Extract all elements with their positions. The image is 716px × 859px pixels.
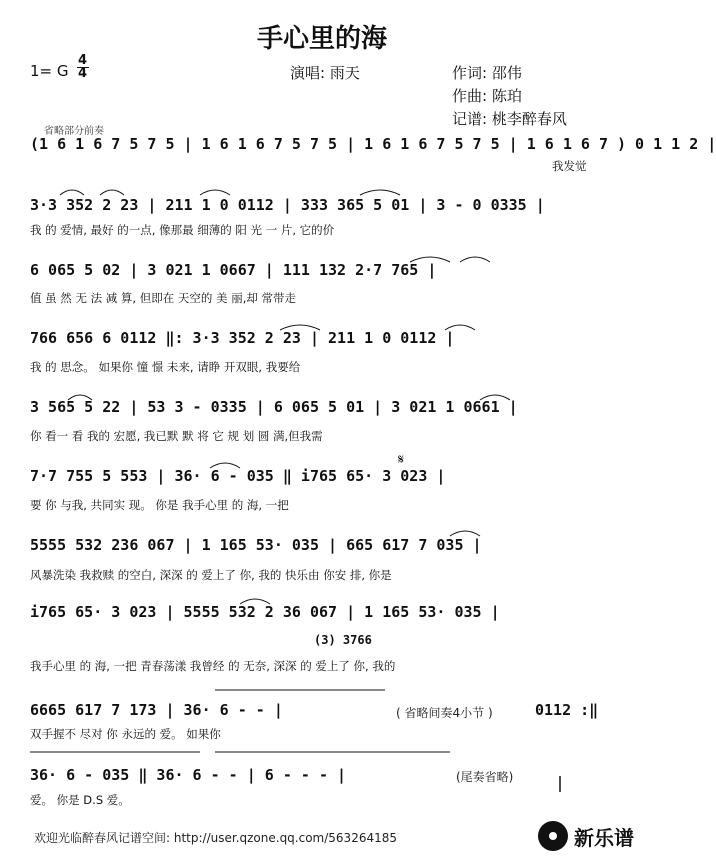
- score-row-3-lyrics: 值 虽 然 无 法 减 算, 但即在 天空的 美 丽,却 常带走: [30, 291, 297, 305]
- score-row-9-lyrics: 双手握不 尽对 你 永远的 爱。 如果你: [30, 727, 221, 741]
- score-row-7-notes: 5555 532 236 067 | 1 165 53· 035 | 665 617 7 035 |: [30, 536, 482, 554]
- score-row-2-notes: 3·3 352 2 23 | 211 1 0 0112 | 333 365 5 01 | 3 - 0 0335 |: [30, 196, 545, 214]
- footer-note: 欢迎光临醉春风记谱空间: http://user.qzone.qq.com/563264185: [34, 831, 398, 845]
- interlude-next-notes: 0112 :‖: [535, 701, 599, 719]
- score-row-9-notes: 6665 617 7 173 | 36· 6 - - |: [30, 701, 283, 719]
- score-row-1-lyrics: 我发觉: [552, 159, 587, 173]
- site-logo: [538, 821, 634, 851]
- score-row-2-lyrics: 我 的 爱情, 最好 的一点, 像那最 细薄的 阳 光 一 片, 它的价: [30, 223, 335, 237]
- score-row-5-lyrics: 你 看一 看 我的 宏愿, 我已默 默 将 它 规 划 圆 满,但我需: [30, 429, 323, 443]
- score-row-6-lyrics: 要 你 与我, 共同实 现。 你是 我手心里 的 海, 一把: [30, 498, 289, 512]
- logo-text: 新乐谱: [574, 825, 634, 850]
- score-row-8-lyrics: 我手心里 的 海, 一把 青春荡漾 我曾经 的 无奈, 深深 的 爱上了 你, 我的: [30, 659, 396, 673]
- outro-note: (尾奏省略): [456, 770, 514, 784]
- transcriber-credit: 记谱: 桃李醉春风: [452, 110, 567, 128]
- score-row-10-lyrics: 爱。 你是 D.S 爱。: [30, 793, 130, 807]
- singer-credit: 演唱: 雨天: [290, 64, 360, 82]
- lyricist-credit: 作词: 邵伟: [452, 64, 522, 82]
- score-row-4-lyrics: 我 的 思念。 如果你 憧 憬 未来, 请睁 开双眼, 我要给: [30, 360, 301, 374]
- score-row-8-notes: i765 65· 3 023 | 5555 532 2 36 067 | 1 165 53· 035 |: [30, 603, 500, 621]
- record-disc-icon: [538, 821, 568, 851]
- song-title: 手心里的海: [256, 24, 387, 54]
- score-row-10-notes: 36· 6 - 035 ‖ 36· 6 - - | 6 - - - |: [30, 766, 347, 784]
- segno-sign: 𝄋: [398, 452, 405, 468]
- time-signature-top: 4: [78, 53, 88, 68]
- score-row-6-notes: 7·7 755 5 553 | 36· 6 - 035 ‖ i765 65· 3 023 |: [30, 467, 446, 485]
- score-row-1-notes: (1 6 1 6 7 5 7 5 | 1 6 1 6 7 5 7 5 | 1 6 1 6 7 5 7 5 | 1 6 1 6 7 ) 0 1 1 2 |: [30, 135, 716, 153]
- time-signature-bottom: 4: [78, 66, 88, 81]
- interlude-note: ( 省略间奏4小节 ): [396, 706, 493, 720]
- composer-credit: 作曲: 陈珀: [452, 87, 522, 105]
- score-row-3-notes: 6 065 5 02 | 3 021 1 0667 | 111 132 2·7 765 |: [30, 261, 437, 279]
- key-signature: 1= G: [30, 62, 69, 80]
- score-row-4-notes: 766 656 6 0112 ‖: 3·3 352 2 23 | 211 1 0 0112 |: [30, 329, 455, 347]
- ossia-notes: (3) 3766: [314, 633, 372, 647]
- score-row-7-lyrics: 风暴洗染 我救赎 的空白, 深深 的 爱上了 你, 我的 快乐由 你安 排, 你是: [30, 568, 392, 582]
- score-row-5-notes: 3 565 5 22 | 53 3 - 0335 | 6 065 5 01 | 3 021 1 0661 |: [30, 398, 518, 416]
- intro-note: 省略部分前奏: [44, 126, 104, 137]
